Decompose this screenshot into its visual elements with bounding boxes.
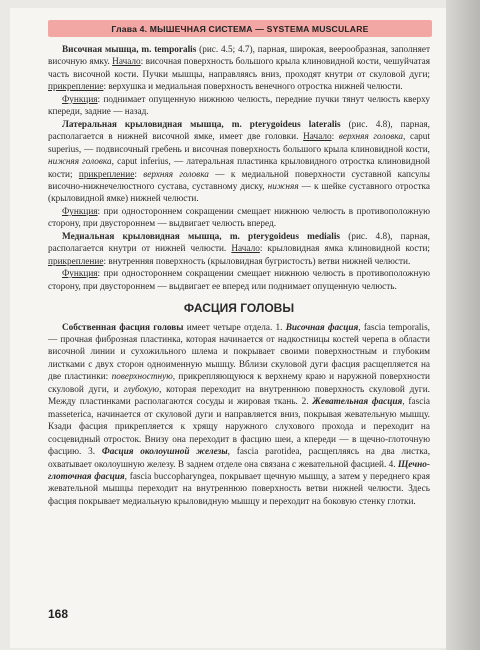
text-span: , caput superius, — подвисочный гребень и височная поверхность большого крыла клиновидной кости, bbox=[48, 132, 430, 155]
text-span: имеет четыре отдела. 1. bbox=[183, 322, 286, 333]
term-origin: Начало bbox=[303, 132, 332, 143]
paragraph-temporalis bbox=[48, 44, 430, 94]
term-function: Функция bbox=[62, 206, 98, 217]
muscle-name: Латеральная крыловидная мышца, m. pterygoideus lateralis bbox=[62, 119, 341, 130]
text-span: : внутренняя поверхность (крыловидная бугристость) ветви нижней челюсти. bbox=[103, 256, 411, 267]
text-span: : верхушка и медиальная поверхность венечного отростка нижней челюсти. bbox=[103, 82, 403, 93]
text-span: : bbox=[134, 169, 144, 180]
fascia-term: Височная фасция bbox=[285, 322, 359, 333]
paragraph-pterygoid-lateral-function bbox=[48, 206, 430, 231]
paragraph-head-fascia bbox=[48, 322, 430, 509]
fascia-term: Щечно-глоточная фасция bbox=[48, 459, 430, 482]
paragraph-temporalis-function bbox=[48, 94, 430, 119]
paragraph-pterygoid-medial-function bbox=[48, 268, 430, 293]
term-function: Функция bbox=[62, 269, 98, 280]
paragraph-pterygoid-medial bbox=[48, 231, 430, 268]
text-span: : bbox=[331, 132, 339, 143]
term-origin: Начало bbox=[112, 57, 141, 68]
text-span: , fascia temporalis, — прочная фиброзная пластинка, которая начинается от надкостницы костей черепа в области височной линии и сухожильного шлема и покрывает своими поверхностным и глубоким листками с двух сторон одноименную мышцу. Вблизи скуловой дуги фасция расщепляется на две пластинки: bbox=[48, 322, 430, 383]
italic-term: нижняя bbox=[267, 181, 299, 192]
text-span: , caput inferius, — латеральная пластинка крыловидного отростка клиновидной кости; bbox=[48, 157, 430, 180]
italic-term: глубокую bbox=[123, 384, 160, 395]
text-span: — к шейке суставного отростка (крыловидной ямке) нижней челюсти. bbox=[48, 181, 430, 205]
term-insertion: прикрепление bbox=[78, 169, 135, 180]
text-span: , прикрепляющуюся к верхнему краю и наружной поверхности скуловой дуги, и bbox=[48, 372, 430, 395]
italic-term: верхняя головка bbox=[143, 169, 209, 180]
book-binding-shadow bbox=[446, 0, 480, 650]
text-span: , fascia buccopharyngea, покрывает щечную мышцу, а затем у переднего края жевательной мышцы переходит на внутреннюю поверхность ветви нижней челюсти. Здесь фасция покрывает медиальную крыловидную мышцу и переходит на боковую стенку глотки. bbox=[48, 471, 431, 507]
muscle-name: Височная мышца, m. temporalis bbox=[62, 45, 197, 55]
page-number: 168 bbox=[48, 607, 69, 621]
text-span: (рис. 4.8), парная, располагается кнутри от нижней челюсти. bbox=[48, 231, 430, 255]
text-span: , которая переходит на внутреннюю поверхность скуловой дуги. Между пластинками располагаются сосуды и жировая ткань. 2. bbox=[48, 384, 430, 408]
muscle-name: Медиальная крыловидная мышца, m. pterygoideus medialis bbox=[62, 231, 341, 242]
text-span: : поднимает опущенную нижнюю челюсть, передние пучки тянут челюсть кверху кпереди, задние — назад. bbox=[48, 94, 430, 118]
text-span: : при одностороннем сокращении смещает нижнюю челюсть в противоположную сторону, при двустороннем — выдвигает ее вперед или поднимает опущенную челюсть. bbox=[48, 269, 430, 292]
chapter-header: Глава 4. МЫШЕЧНАЯ СИСТЕМА — SYSTEMA MUSCULARE bbox=[48, 20, 432, 37]
page-body bbox=[48, 44, 430, 508]
italic-term: поверхностную bbox=[111, 372, 173, 383]
fascia-term: Фасция околоушной железы bbox=[101, 447, 228, 458]
text-span: : при одностороннем сокращении смещает нижнюю челюсть в противоположную сторону, при двустороннем — выдвигает челюсть вперед. bbox=[48, 206, 430, 230]
term-insertion: прикрепление bbox=[48, 82, 104, 93]
text-span: , fascia masseterica, начинается от скуловой дуги и направляется вниз, покрывая жевательную мышцу. Кзади фасция прикрепляется к хрящу наружного слухового прохода и переходит на сосцевидный отросток. Внизу она переходит в фасцию шеи, а кпереди — в щечно-глоточную фасцию. 3. bbox=[48, 397, 430, 458]
text-span: (рис. 4.8), парная, располагается в нижней височной ямке, имеет две головки. bbox=[48, 119, 430, 143]
italic-term: нижняя головка bbox=[48, 157, 112, 168]
text-span: — к медиальной поверхности суставной капсулы височно-нижнечелюстного сустава, суставному диску, bbox=[48, 169, 430, 192]
text-span: : височная поверхность большого крыла клиновидной кости, чешуйчатая часть височной кости. Пучки мышцы, направляясь вниз, проходят кнутри от скуловой дуги; bbox=[48, 57, 430, 80]
term-origin: Начало bbox=[231, 244, 260, 255]
term-function: Функция bbox=[62, 94, 98, 105]
fascia-name: Собственная фасция головы bbox=[62, 322, 184, 333]
text-span: , fascia parotidea, расщепляясь на два листка, охватывает околоушную железу. В заднем отделе она связана с жевательной фасцией. 4. bbox=[48, 447, 431, 470]
term-insertion: прикрепление bbox=[48, 256, 104, 267]
text-span: (рис. 4.5; 4.7), парная, широкая, веерообразная, заполняет височную ямку. bbox=[48, 45, 430, 68]
fascia-term: Жевательная фасция bbox=[312, 397, 403, 408]
section-heading: ФАСЦИЯ ГОЛОВЫ bbox=[183, 301, 295, 316]
italic-term: верхняя головка bbox=[338, 132, 403, 143]
paragraph-pterygoid-lateral bbox=[48, 119, 430, 206]
text-span: : крыловидная ямка клиновидной кости; bbox=[259, 244, 430, 255]
